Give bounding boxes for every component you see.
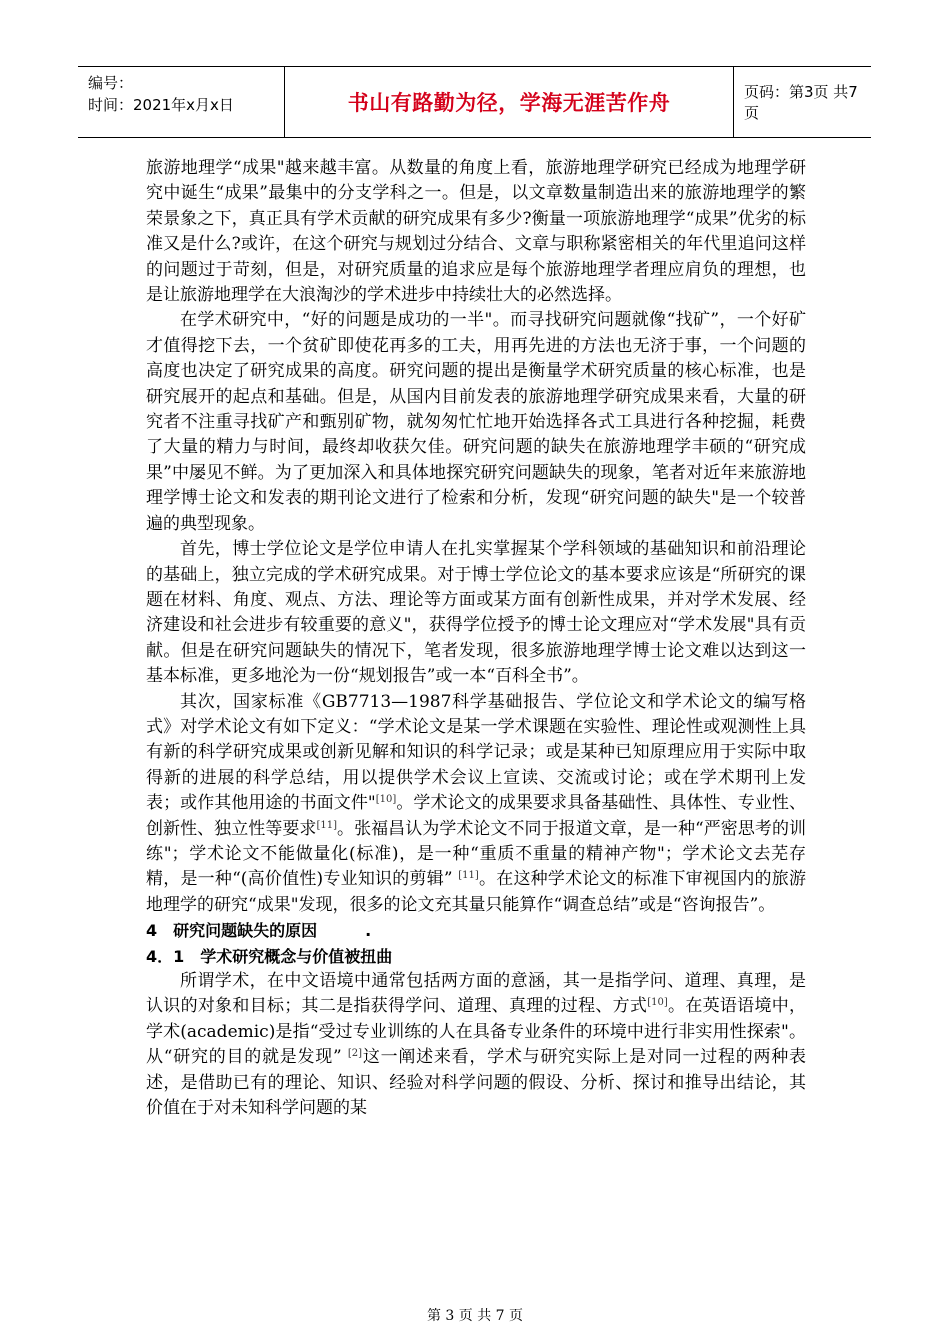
footer-page-number: 第 3 页 共 7 页 [426, 1308, 524, 1324]
citation-11-second: [11] [458, 870, 479, 882]
paragraph-5 [146, 969, 806, 1121]
section-heading-4-1: 4．1 学术研究概念与价值被扭曲 [146, 946, 393, 966]
header-motto-cell [284, 67, 734, 137]
paragraph-4-part-b: 。学术论文的成果要求具备基础性、具体性、专业性、创新性、独立性等要求 [146, 793, 806, 839]
header-meta [78, 67, 284, 137]
citation-10-second: [10] [647, 997, 668, 1009]
document-body [146, 156, 806, 1121]
paragraph-5-part-c: 这一阐述来看，学术与研究实际上是对同一过程的两种表述，是借助已有的理论、知识、经验对科学问题的假设、分析、探讨和推导出结论，其价值在于对未知科学问题的某 [146, 1047, 807, 1119]
header-page-label: 页码：第3页 共7页 [744, 83, 858, 122]
citation-11: [11] [316, 819, 337, 831]
paragraph-5-part-b: 。在英语语境中，学术(academic)是指“受过专业训练的人在具备专业条件的环境中进行非实用性探索"。从“研究的目的就是发现” [146, 996, 807, 1068]
time-label: 时间：2021年x月x日 [88, 96, 234, 114]
header-motto: 书山有路勤为径，学海无涯苦作舟 [347, 91, 671, 115]
paragraph-4-part-a: 其次，国家标准《GB7713—1987科学基础报告、学位论文和学术论文的编写格式》对学术论文有如下定义：“学术论文是某一学术课题在实验性、理论性或观测性上具有新的科学研究成果或创新见解和知识的科学记录；或是某种已知原理应用于实际中取得新的进展的科学总结，用以提供学术会议上宣读、交流或讨论；或在学术期刊上发表；或作其他用途的书面文件" [146, 691, 806, 814]
paragraph-4-part-d: 。在这种学术论文的标准下审视国内的旅游地理学的研究“成果"发现，很多的论文充其量只能算作“调查总结”或是“咨询报告”。 [146, 869, 806, 915]
page-footer [0, 1305, 950, 1325]
paragraph-1: 旅游地理学“成果"越来越丰富。从数量的角度上看，旅游地理学研究已经成为地理学研究中诞生“成果”最集中的分支学科之一。但是，以文章数量制造出来的旅游地理学的繁荣景象之下，真正具有学术贡献的研究成果有多少?衡量一项旅游地理学“成果”优劣的标准又是什么?或许，在这个研究与规划过分结合、文章与职称紧密相关的年代里追问这样的问题过于苛刻，但是，对研究质量的追求应是每个旅游地理学者理应肩负的理想，也是让旅游地理学在大浪淘沙的学术进步中持续壮大的必然选择。 [146, 158, 806, 306]
paragraph-4-part-c: 。张福昌认为学术论文不同于报道文章，是一种“严密思考的训练"；学术论文不能做量化(标准)，是一种“重质不重量的精神产物"；学术论文去芜存精，是一种“(高价值性)专业知识的剪辑” [146, 818, 806, 890]
paragraph-3: 首先，博士学位论文是学位申请人在扎实掌握某个学科领域的基础知识和前沿理论的基础上，独立完成的学术研究成果。对于博士学位论文的基本要求应该是“所研究的课题在材料、角度、观点、方法、理论等方面或某方面有创新性成果，并对学术发展、经济建设和社会进步有较重要的意义"，获得学位授予的博士论文理应对“学术发展"具有贡献。但是在研究问题缺失的情况下，笔者发现，很多旅游地理学博士论文难以达到这一基本标准，更多地沦为一份“规划报告”或一本“百科全书”。 [146, 539, 806, 687]
paragraph-4 [146, 690, 806, 919]
header-page-cell [734, 67, 871, 137]
paragraph-2: 在学术研究中，“好的问题是成功的一半"。而寻找研究问题就像“找矿”，一个好矿才值得挖下去，一个贫矿即使花再多的工夫，用再先进的方法也无济于事，一个问题的高度也决定了研究成果的高度。研究问题的提出是衡量学术研究质量的核心标准，也是研究展开的起点和基础。但是，从国内目前发表的旅游地理学研究成果来看，大量的研究者不注重寻找矿产和甄别矿物，就匆匆忙忙地开始选择各式工具进行各种挖掘，耗费了大量的精力与时间，最终却收获欠佳。研究问题的缺失在旅游地理学丰硕的“研究成果”中屡见不鲜。为了更加深入和具体地探究研究问题缺失的现象，笔者对近年来旅游地理学博士论文和发表的期刊论文进行了检索和分析，发现“研究问题的缺失"是一个较普遍的典型现象。 [146, 310, 806, 534]
number-label: 编号： [88, 74, 134, 92]
page-header [78, 66, 871, 138]
citation-2: [2] [347, 1048, 363, 1060]
citation-10: [10] [375, 794, 397, 806]
section-heading-4: 4 研究问题缺失的原因 . [146, 921, 372, 941]
paragraph-5-part-a: 所谓学术，在中文语境中通常包括两方面的意涵，其一是指学问、道理、真理，是认识的对象和目标；其二是指获得学问、道理、真理的过程、方式 [146, 971, 806, 1017]
